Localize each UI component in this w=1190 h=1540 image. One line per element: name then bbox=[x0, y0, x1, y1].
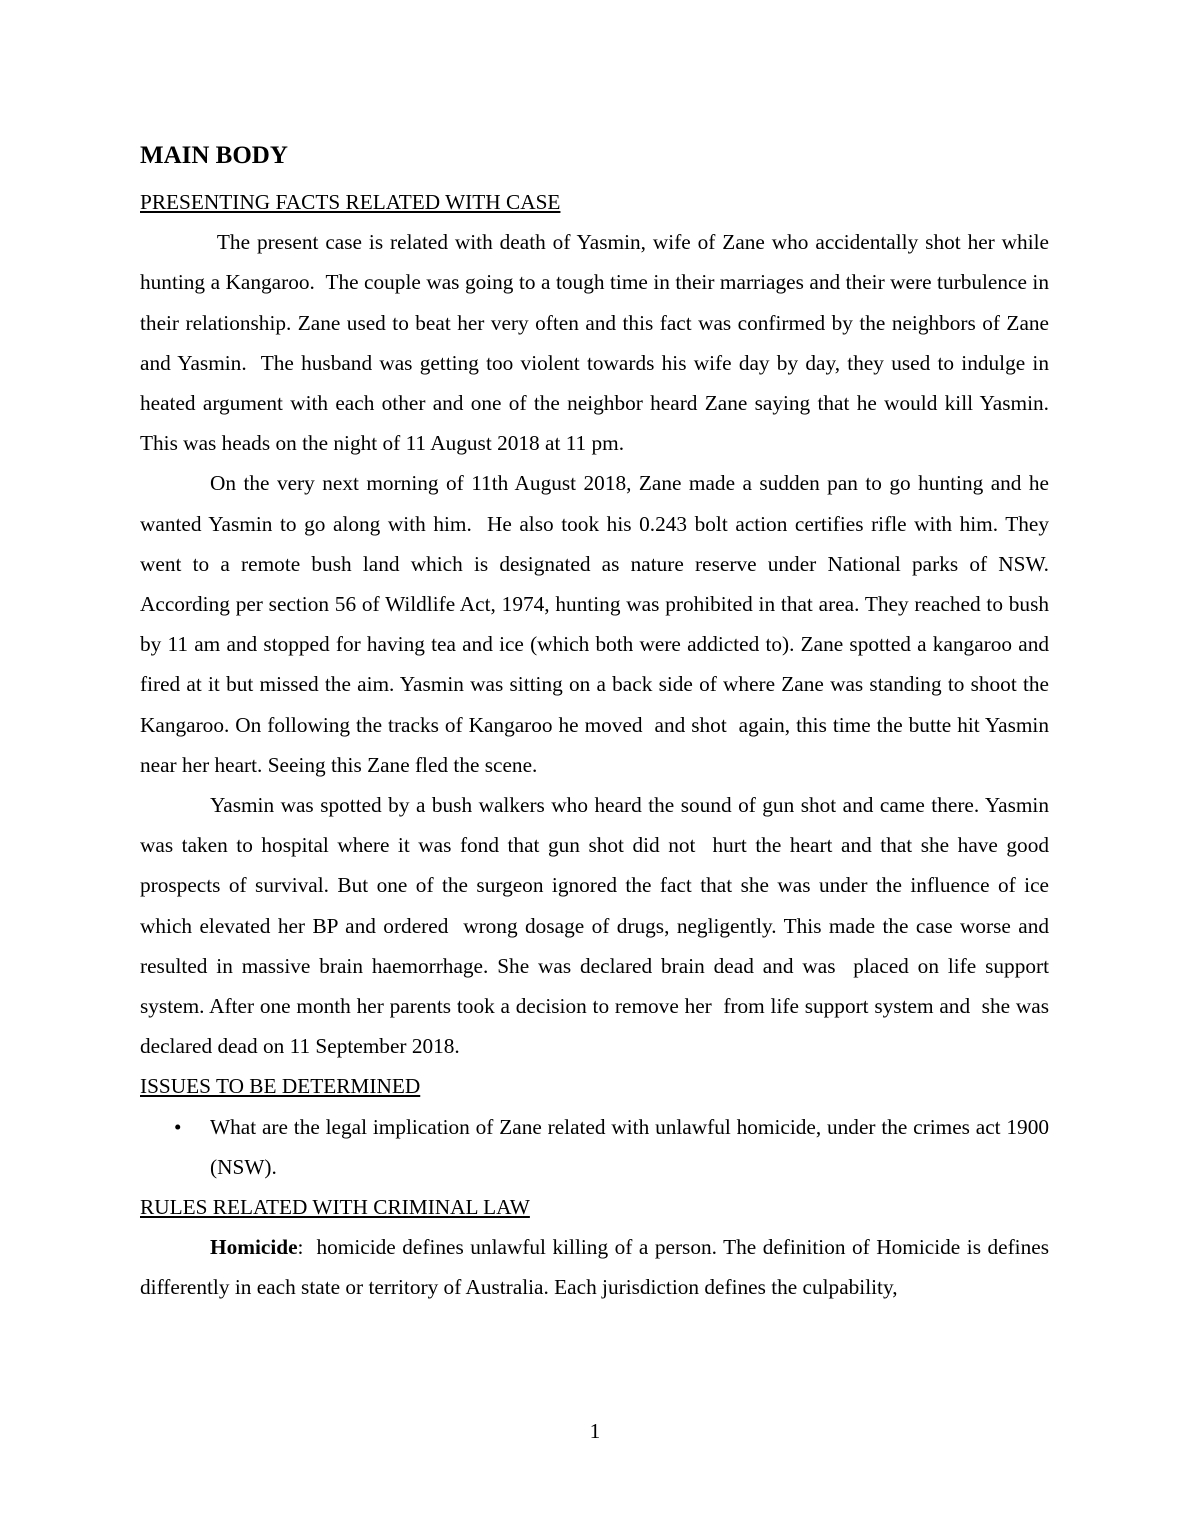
issue-text: What are the legal implication of Zane related with unlawful homicide, under the crimes act 1900 (NSW). bbox=[210, 1114, 1049, 1179]
facts-paragraph-3: Yasmin was spotted by a bush walkers who heard the sound of gun shot and came there. Yasmin was taken to hospital where it was fond that gun shot did not hurt the heart and that she have good prospects of survival. But one of the surgeon ignored the fact that she was under the influence of ice which elevated her BP and ordered wrong dosage of drugs, negligently. This made the case worse and resulted in massive brain haemorrhage. She was declared brain dead and was placed on life support system. After one month her parents took a decision to remove her from life support system and she was declared dead on 11 September 2018. bbox=[140, 793, 1055, 1059]
homicide-term: Homicide bbox=[210, 1235, 298, 1260]
facts-section-heading: PRESENTING FACTS RELATED WITH CASE bbox=[140, 190, 561, 214]
issues-section-heading: ISSUES TO BE DETERMINED bbox=[140, 1074, 421, 1099]
facts-paragraph-2: On the very next morning of 11th August 2018, Zane made a sudden pan to go hunting and he wanted Yasmin to go along with him. He also took his 0.243 bolt action certifies rifle with him. They went to a remote bush land which is designated as nature reserve under National parks of NSW. According per section 56 of Wildlife Act, 1974, hunting was prohibited in that area. They reached to bush by 11 am and stopped for having tea and ice (which both were addicted to). Zane spotted a kangaroo and fired at it but missed the aim. Yasmin was sitting on a back side of where Zane was standing to shoot the Kangaroo. On following the tracks of Kangaroo he moved and shot again, this time the butte hit Yasmin near her heart. Seeing this Zane fled the scene. bbox=[140, 471, 1060, 777]
list-item bbox=[140, 1107, 1049, 1187]
issues-list bbox=[140, 1107, 1049, 1187]
bullet-icon: • bbox=[174, 1114, 182, 1139]
main-heading: MAIN BODY bbox=[140, 142, 288, 169]
homicide-definition: : homicide defines unlawful killing of a person. The definition of Homicide is defines differently in each state or territory of Australia. Each jurisdiction defines the culpability, bbox=[140, 1235, 1055, 1300]
facts-paragraph-1: The present case is related with death of Yasmin, wife of Zane who accidentally shot her while hunting a Kangaroo. The couple was going to a tough time in their marriages and their were turbulence in their relationship. Zane used to beat her very often and this fact was confirmed by the neighbors of Zane and Yasmin. The husband was getting too violent towards his wife day by day, they used to indulge in heated argument with each other and one of the neighbor heard Zane saying that he would kill Yasmin. This was heads on the night of 11 August 2018 at 11 pm. bbox=[140, 230, 1060, 456]
rules-section-heading: RULES RELATED WITH CRIMINAL LAW bbox=[140, 1195, 530, 1220]
page-number: 1 bbox=[589, 1419, 601, 1443]
document-page bbox=[140, 138, 1060, 1308]
rules-paragraph bbox=[140, 1227, 1055, 1307]
